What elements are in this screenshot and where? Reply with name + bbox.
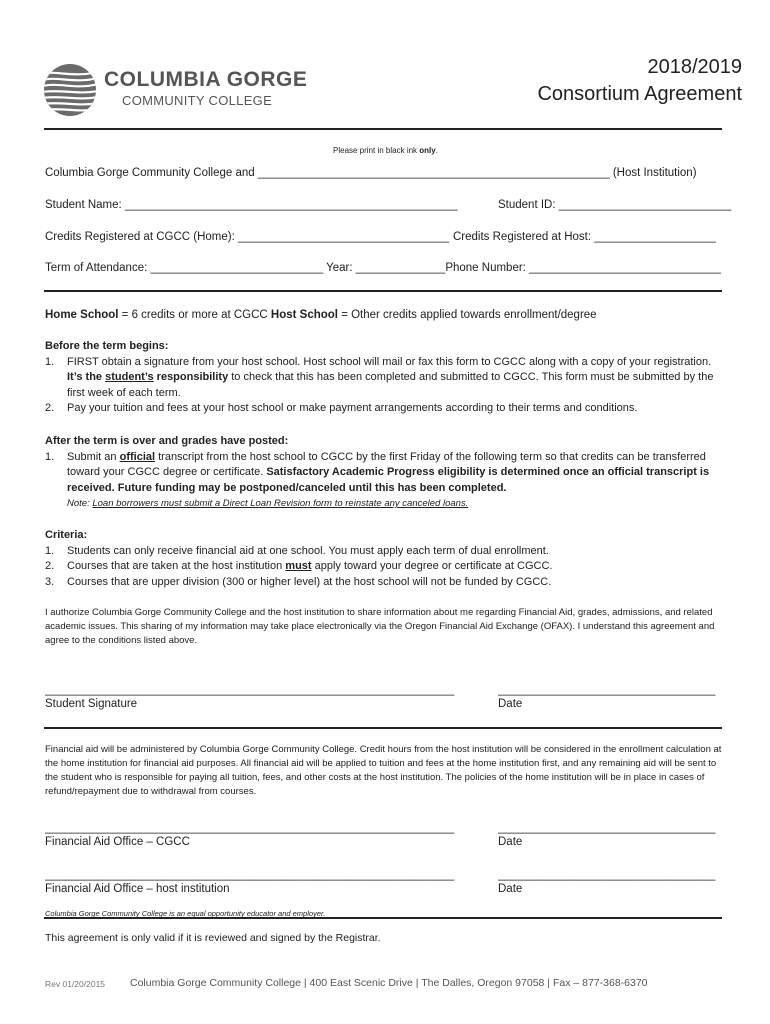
print-note-suffix: . xyxy=(435,146,438,155)
student-name-field[interactable]: Student Name: ____________________________________________________ xyxy=(45,199,458,211)
authorization-text: I authorize Columbia Gorge Community College and the host institution to share information about me regarding Financial Aid, grades, admissions, and related academic issues. This sharing of my information may take place electronically via the Oregon Financial Aid Exchange (OFAX). I understand this agreement and agree to the conditions listed above. xyxy=(45,607,715,646)
criteria-item3-text: Courses that are upper division (300 or higher level) at the host school will not be funded by CGCC. xyxy=(67,575,552,588)
note-label: Note: xyxy=(67,498,93,509)
list-item xyxy=(45,544,725,560)
student-date-label: Date xyxy=(498,698,523,710)
criteria-item2-text-end: apply toward your degree or certificate at CGCC. xyxy=(311,560,553,572)
after-item1-official: official xyxy=(119,450,156,463)
criteria-section xyxy=(45,528,725,590)
criteria-item2-text: Courses that are taken at the host institution xyxy=(67,560,286,572)
list-number: 1. xyxy=(45,544,55,557)
loan-note xyxy=(67,496,725,512)
print-note-bold: only xyxy=(419,146,436,155)
after-item1-text: Submit an xyxy=(67,450,120,463)
note-text: Loan borrowers must submit a Direct Loan Revision form to reinstate any canceled loans. xyxy=(92,498,469,509)
eeo-statement: Columbia Gorge Community College is an equal opportunity educator and employer. xyxy=(45,909,326,918)
before-item1-text-end: to check that this has been completed and submitted to CGCC. This form must be submitted by the first week of each term. xyxy=(67,371,714,399)
footer-address: Columbia Gorge Community College | 400 East Scenic Drive | The Dalles, Oregon 97058 | Fax – 877-368-6370 xyxy=(130,977,648,989)
list-item xyxy=(45,575,725,591)
fa-cgcc-signature-line[interactable]: ________________________________________________________________ xyxy=(45,822,455,834)
before-item1-bold-b: responsibility xyxy=(153,371,229,383)
fields-divider xyxy=(44,290,722,292)
list-number: 1. xyxy=(45,450,55,463)
host-school-label: Host School xyxy=(270,309,338,321)
student-date-line[interactable]: __________________________________ xyxy=(498,684,716,696)
student-signature-label: Student Signature xyxy=(45,698,138,710)
list-number: 3. xyxy=(45,575,55,588)
revision-date: Rev 01/20/2015 xyxy=(45,979,106,989)
student-signature-line[interactable]: ________________________________________________________________ xyxy=(45,684,455,696)
criteria-heading: Criteria: xyxy=(45,529,88,541)
print-note xyxy=(333,146,438,155)
globe-logo-icon xyxy=(42,62,98,118)
criteria-item1-text: Students can only receive financial aid at one school. You must apply each term of dual enrollment. xyxy=(67,544,549,557)
list-item xyxy=(45,450,725,512)
list-number: 1. xyxy=(45,355,55,368)
logo-title: COLUMBIA GORGE xyxy=(104,68,308,91)
credits-home-field[interactable]: Credits Registered at CGCC (Home): _________________________________ xyxy=(45,231,450,243)
home-school-label: Home School xyxy=(45,309,119,321)
print-note-prefix: Please print in black ink xyxy=(333,146,420,155)
host-school-text: = Other credits applied towards enrollment/degree xyxy=(338,309,597,321)
header-divider xyxy=(44,128,722,130)
after-item1-bold: Satisfactory Academic Progress eligibility is determined once an official transcript is received. Future funding may be postponed/canceled until this has been completed. xyxy=(67,466,710,494)
list-item xyxy=(45,559,725,575)
student-id-field[interactable]: Student ID: ___________________________ xyxy=(498,199,732,211)
before-item1-bold-underline: student’s xyxy=(105,371,154,383)
eeo-divider xyxy=(44,917,722,919)
fa-cgcc-date-label: Date xyxy=(498,836,523,848)
before-item1-text: FIRST obtain a signature from your host school. Host school will mail or fax this form to CGCC along with a copy of your registration. xyxy=(67,355,712,368)
fa-host-date-line[interactable]: __________________________________ xyxy=(498,869,716,881)
after-item1-text-mid: transcript from the host school to CGCC by the first Friday of the following term so that credits can be transferred toward your CGCC degree or certificate. xyxy=(67,450,706,478)
host-institution-field[interactable]: Columbia Gorge Community College and _______________________________________________________ (Host Institution) xyxy=(45,167,697,179)
fa-host-date-label: Date xyxy=(498,883,523,895)
page-title: Consortium Agreement xyxy=(537,83,742,105)
after-term-heading: After the term is over and grades have posted: xyxy=(45,435,289,447)
administration-text: Financial aid will be administered by Columbia Gorge Community College. Credit hours from the host institution will be considered in the enrollment calculation at the home institution for financial aid purposes. All financial aid will be applied to tuition and fees at the home institution first, and any remaining aid will be sent to the student who is responsible for paying all tuition, fees, and other costs at the host institution. The policies of the home institution will be in place in cases of refund/repayment due to withdrawal from courses. xyxy=(45,744,722,797)
fa-cgcc-date-line[interactable]: __________________________________ xyxy=(498,822,716,834)
signature-divider xyxy=(44,727,722,729)
list-number: 2. xyxy=(45,560,55,572)
before-item1-bold-a: It’s the xyxy=(67,371,106,383)
before-term-section xyxy=(45,339,725,417)
before-item2-text: Pay your tuition and fees at your host school or make payment arrangements according to their terms and conditions. xyxy=(67,402,638,414)
school-definitions xyxy=(45,309,597,321)
after-term-section xyxy=(45,434,725,512)
validity-note: This agreement is only valid if it is reviewed and signed by the Registrar. xyxy=(45,932,381,944)
academic-year: 2018/2019 xyxy=(647,56,742,78)
before-term-heading: Before the term begins: xyxy=(45,340,169,352)
list-number: 2. xyxy=(45,402,55,414)
logo-subtitle: COMMUNITY COLLEGE xyxy=(122,93,273,108)
fa-host-signature-line[interactable]: ________________________________________________________________ xyxy=(45,869,455,881)
term-year-phone-field[interactable]: Term of Attendance: ___________________________ Year: ______________Phone Number: ______________________________ xyxy=(45,262,721,274)
home-school-text: = 6 credits or more at CGCC xyxy=(118,309,271,321)
fa-cgcc-label: Financial Aid Office – CGCC xyxy=(45,836,190,848)
list-item xyxy=(45,355,725,402)
list-item xyxy=(45,401,725,417)
fa-host-label: Financial Aid Office – host institution xyxy=(45,883,230,895)
credits-host-field[interactable]: Credits Registered at Host: ___________________ xyxy=(453,231,716,243)
criteria-item2-must: must xyxy=(285,560,312,572)
college-logo xyxy=(42,62,322,118)
